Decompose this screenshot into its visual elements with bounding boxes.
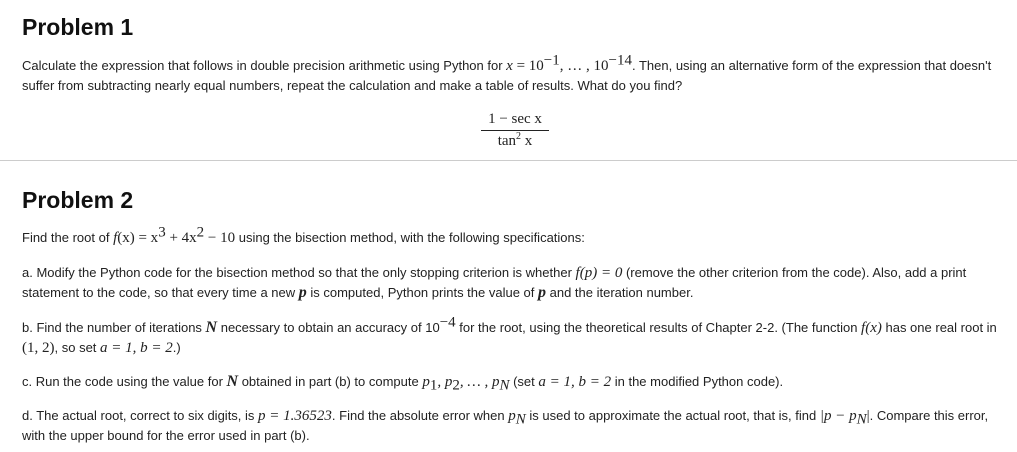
problem-2-part-c: c. Run the code using the value for N obtained in part (b) to compute $p_1$, $p_2$, … , $p_N$ (set a = 1, b = 2 in the modified Python code). [22,373,784,394]
problem-2-title: Problem 2 [22,187,134,213]
problem-2-part-d: d. The actual root, correct to six digits, is p = 1.36523. Find the absolute error when $p_N$ is used to approximate the actual root, that is, find $|p - p_N|$. Compare this error, with the upper bound for the error used in part (b). [22,408,989,443]
problem-1-title: Problem 1 [22,14,134,40]
fraction-numerator: 1 − sec x [488,111,542,127]
problem-1-statement: Calculate the expression that follows in double precision arithmetic using Python for $x = 10^{-1}$, … , $10^{-14}$. Then, using an alternative form of the expression that doesn't suffer from subtracting nearly equal numbers, repeat the calculation and make a table of results. What do you find? [22,52,992,93]
fraction-denominator: $\tan^2 x$ [497,131,533,149]
problem-2-part-a: a. Modify the Python code for the bisection method so that the only stopping criterion is whether f(p) = 0 (remove the other criterion from the code). Also, add a print statement to the code, so that every time a new p is computed, Python prints the value of p and the iteration number. [22,265,967,301]
section-divider [0,160,1017,161]
expression-fraction [479,111,551,150]
problem-2-intro: Find the root of $f(x) = x^3 + 4x^2 - 10$ using the bisection method, with the following specifications: [22,224,585,246]
problem-2-part-b: b. Find the number of iterations N necessary to obtain an accuracy of $10^{-4}$ for the root, using the theoretical results of Chapter 2-2. (The function f(x) has one real root in (1, 2), so set a = 1, b = 2.) [22,314,997,356]
